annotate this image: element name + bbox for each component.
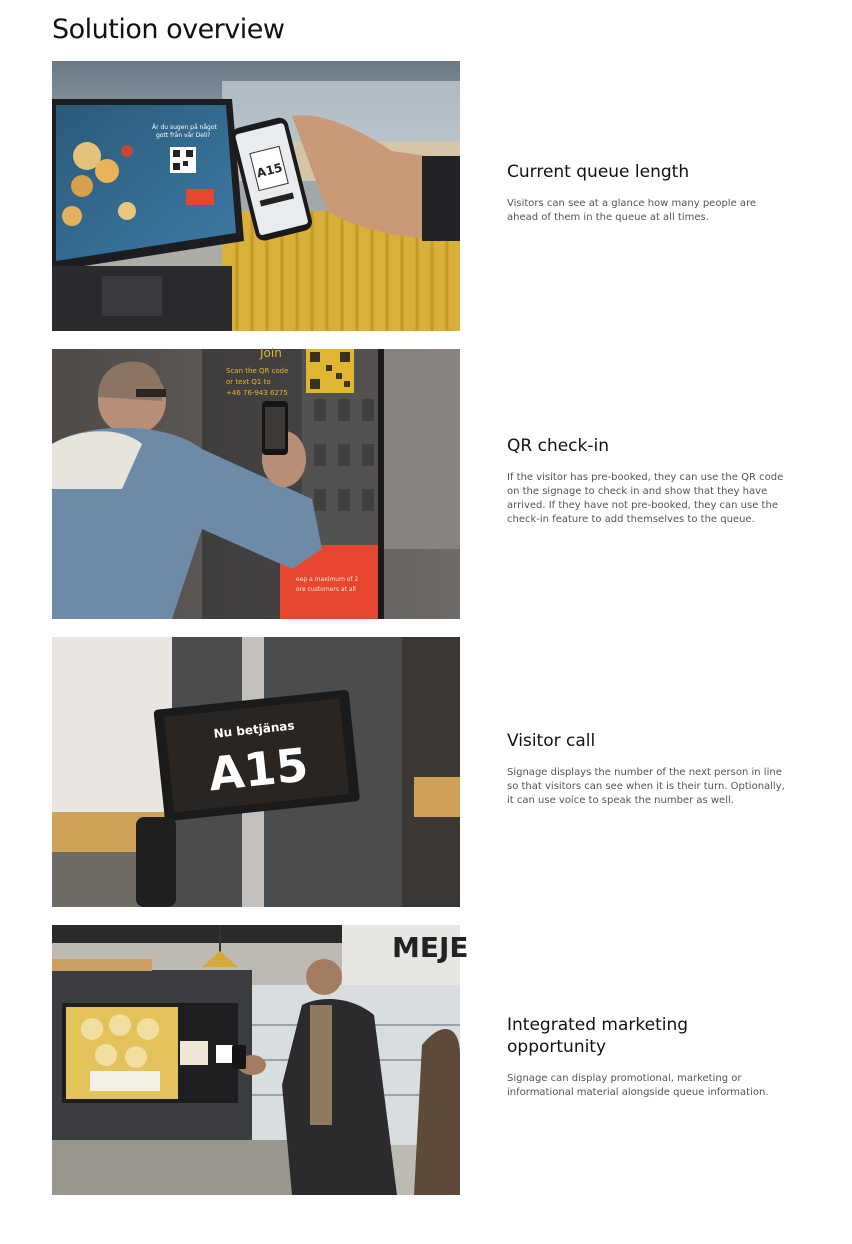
- sign-text: or text Q1 to: [226, 378, 271, 386]
- feature-integrated-marketing: [0, 925, 852, 1195]
- feature-visitor-call: [0, 637, 852, 907]
- feature-qr-check-in: [0, 346, 852, 619]
- feature-text: [507, 1014, 787, 1100]
- feature-text: [507, 161, 787, 225]
- feature-description: Signage can display promotional, marketing or informational material alongside queue information.: [507, 1073, 769, 1098]
- feature-title: Integrated marketing opportunity: [507, 1015, 689, 1057]
- wall-lettering: MEJE: [392, 931, 469, 964]
- qr-scan-photo: [52, 346, 460, 619]
- feature-text: [507, 730, 787, 808]
- feature-title: QR check-in: [507, 436, 609, 456]
- visitor-call-screen-photo: [52, 637, 460, 907]
- screen-heading: Nu betjänas: [212, 718, 296, 741]
- marketing-signage-photo: [52, 925, 469, 1195]
- page-title: Solution overview: [52, 14, 285, 45]
- sign-notice-line2: ore customers at all: [296, 586, 356, 593]
- sign-notice-line1: eep a maximum of 2: [296, 576, 359, 583]
- feature-description: Signage displays the number of the next person in line so that visitors can see when it is their turn. Optionally, it can use voice to speak the number as well.: [507, 767, 785, 806]
- sign-scan: Scan the QR code: [226, 367, 289, 375]
- kiosk-text-line2: gott från vår Deli?: [156, 132, 211, 139]
- phone-queue-number: A15: [255, 160, 284, 181]
- sign-phone: +46 76-943 6275: [226, 389, 288, 397]
- feature-description: If the visitor has pre-booked, they can use the QR code on the signage to check in and show that they have arrived. If they have not pre-booked, they can use the check-in feature to add themselves to the queue.: [507, 472, 784, 525]
- sign-join: Join: [260, 346, 282, 360]
- feature-text: [507, 435, 787, 527]
- feature-title: Current queue length: [507, 162, 690, 182]
- feature-title: Visitor call: [507, 731, 596, 751]
- screen-number: A15: [205, 737, 311, 802]
- feature-description: Visitors can see at a glance how many people are ahead of them in the queue at all times.: [507, 198, 757, 223]
- feature-current-queue-length: [0, 61, 852, 331]
- kiosk-text-line1: Är du sugen på något: [152, 124, 217, 131]
- kiosk-phone-photo: [52, 61, 460, 331]
